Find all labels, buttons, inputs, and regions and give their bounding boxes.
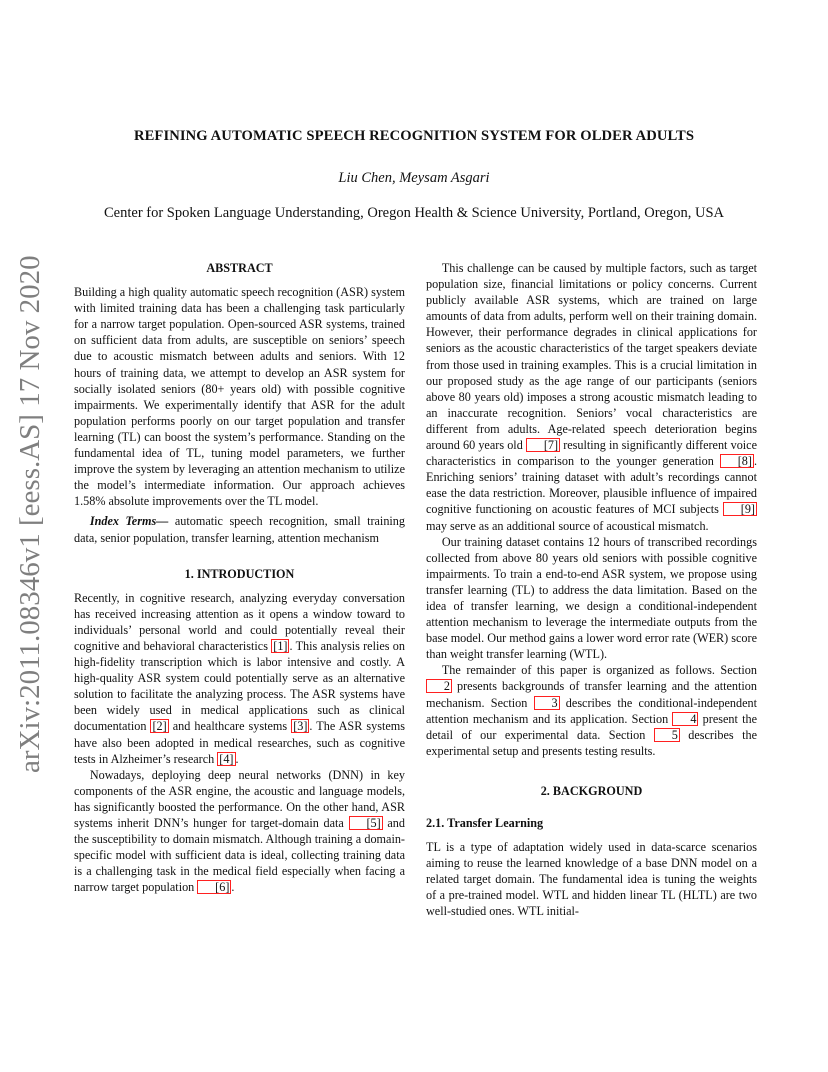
intro-paragraph-5 <box>426 662 757 759</box>
citation-link[interactable]: [2] <box>152 719 167 734</box>
intro-paragraph-3 <box>426 260 757 534</box>
intro-p1-text-d: . The ASR systems have also been adopted in medical researches, such as cognitive tests in Alzheimer’s research <box>74 719 405 766</box>
citation-link[interactable]: [7] <box>526 438 560 452</box>
abstract-text: Building a high quality automatic speech recognition (ASR) system with limited training data has been a challenging task particularly for a narrow target population. Open-sourced ASR systems, trained on sufficient data from adults, are susceptible on seniors’ speech due to acoustic mismatch between adults and seniors. With 12 hours of training data, we attempt to develop an ASR system for socially isolated seniors (80+ years old) with possible cognitive impairments. We experimentally identify that ASR for the adult population performs poorly on our target population and transfer learning (TL) can boost the system’s performance. Standing on the fundamental idea of TL, tuning model parameters, we further improve the system by leveraging an attention mechanism to utilize the model’s intermediate information. Our approach achieves 1.58% absolute improvements over the TL model. <box>74 285 405 509</box>
background-heading: 2. BACKGROUND <box>540 783 643 798</box>
intro-p3-text-d: may serve as an additional source of acoustical mismatch. <box>426 518 709 533</box>
abstract-heading: ABSTRACT <box>206 261 273 275</box>
paper-authors: Liu Chen, Meysam Asgari <box>338 170 490 186</box>
section-link[interactable]: 5 <box>654 728 680 742</box>
intro-p5-text-e: describes the experimental setup and presents testing results. <box>426 727 757 758</box>
citation-link[interactable]: [4] <box>219 751 234 766</box>
intro-paragraph-1 <box>74 590 405 767</box>
intro-p3-text-b: resulting in significantly different voice characteristics in comparison to the younger generation <box>426 438 757 469</box>
intro-p5-text-a: The remainder of this paper is organized as follows. Section <box>441 663 757 678</box>
intro-p1-text-b: . This analysis relies on high-fidelity transcription which is labor intensive and costly. A high-quality ASR system could potentially serve as an alternative solution to facilitate the analyzing process. The ASR systems have been widely used in medical applications such as clinical documentation <box>74 638 405 734</box>
index-terms-text: automatic speech recognition, small training data, senior population, transfer learning, attention mechanism <box>74 514 405 545</box>
intro-p1-text-e: . <box>235 751 239 766</box>
section-link[interactable]: 3 <box>534 696 560 710</box>
paper-title: REFINING AUTOMATIC SPEECH RECOGNITION SYSTEM FOR OLDER ADULTS <box>133 128 695 144</box>
intro-p5-text-d: present the detail of our experimental data. Section <box>426 711 757 742</box>
intro-p1-text-a: Recently, in cognitive research, analyzing everyday conversation has received increasing attention as it opens a window toward to individuals’ personal world and could potentially reveal their cognitive and behavioral characteristics <box>74 590 405 653</box>
intro-heading: 1. INTRODUCTION <box>184 566 295 581</box>
section-link[interactable]: 4 <box>672 712 698 726</box>
citation-link[interactable]: [3] <box>293 719 308 734</box>
intro-p3-text-a: This challenge can be caused by multiple factors, such as target population size, financial limitations or policy concerns. Current publicly available ASR systems, which are trained on large amounts of data from adults, perform well on their training domain. However, their performance degrades in clinical applications for seniors as the acoustic characteristics of the target speakers deviate from those used in training examples. This is a crucial limitation in our proposed study as the age range of our participants (seniors above 80 years old) imposes a strong acoustic mismatch leading to an inaccurate recognition. Seniors’ vocal characteristics are different from adults. Age-related speech deterioration begins around 60 years old <box>426 261 757 453</box>
intro-paragraph-2 <box>74 767 405 896</box>
citation-link[interactable]: [9] <box>723 502 757 516</box>
intro-paragraph-4: Our training dataset contains 12 hours of transcribed recordings collected from above 80 years old seniors with possible cognitive impairments. To train a end-to-end ASR system, we propose using transfer learning (TL) to address the data limitation. Based on the idea of transfer learning, we design a conditional-independent attention mechanism to leverage the intermediate outputs from the base model. Our method gains a lower word error rate (WER) score than weight transfer learning (WTL). <box>426 534 757 662</box>
citation-link[interactable]: [8] <box>720 454 754 468</box>
intro-p5-text-c: describes the conditional-independent attention mechanism and its application. Section <box>426 695 757 726</box>
intro-p3-text-c: . Enriching seniors’ training dataset with adult’s recordings cannot ease the data restriction. Moreover, plausible influence of impaired cognitive functioning on acoustic features of MCI subjects <box>426 454 757 517</box>
intro-p1-text-c: and healthcare systems <box>168 719 292 734</box>
citation-link[interactable]: [1] <box>273 638 288 653</box>
index-terms-label: Index Terms— <box>89 514 169 529</box>
section-link[interactable]: 2 <box>426 679 452 693</box>
arxiv-stamp[interactable]: arXiv:2011.08346v1 [eess.AS] 17 Nov 2020 <box>14 255 46 773</box>
transfer-learning-subheading: 2.1. Transfer Learning <box>426 816 544 830</box>
intro-p2-text-a: Nowadays, deploying deep neural networks (DNN) in key components of the ASR engine, the acoustic and language models, has significantly boosted the performance. On the other hand, ASR systems inherit DNN’s hunger for target-domain data <box>74 767 405 830</box>
intro-p5-text-b: presents backgrounds of transfer learning and the attention mechanism. Section <box>426 679 757 710</box>
left-column <box>74 260 405 895</box>
index-terms <box>74 513 405 545</box>
right-column <box>426 260 757 920</box>
citation-link[interactable]: [6] <box>197 880 231 894</box>
citation-link[interactable]: [5] <box>349 816 383 830</box>
intro-p2-text-c: . <box>231 880 235 895</box>
intro-p2-text-b: and the susceptibility to domain mismatch. Although training a domain-specific model with sufficient data is ideal, collecting training data is a challenging task in the medical field especially when facing a narrow target population <box>74 816 405 895</box>
background-paragraph-1: TL is a type of adaptation widely used in data-scarce scenarios aiming to reuse the learned knowledge of a base DNN model on a related target domain. The fundamental idea is tuning the weights of a pre-trained model. WTL and hidden linear TL (HLTL) are two well-studied ones. WTL initial- <box>426 840 757 919</box>
paper-affiliation: Center for Spoken Language Understanding, Oregon Health & Science University, Portland, Oregon, USA <box>104 205 724 221</box>
